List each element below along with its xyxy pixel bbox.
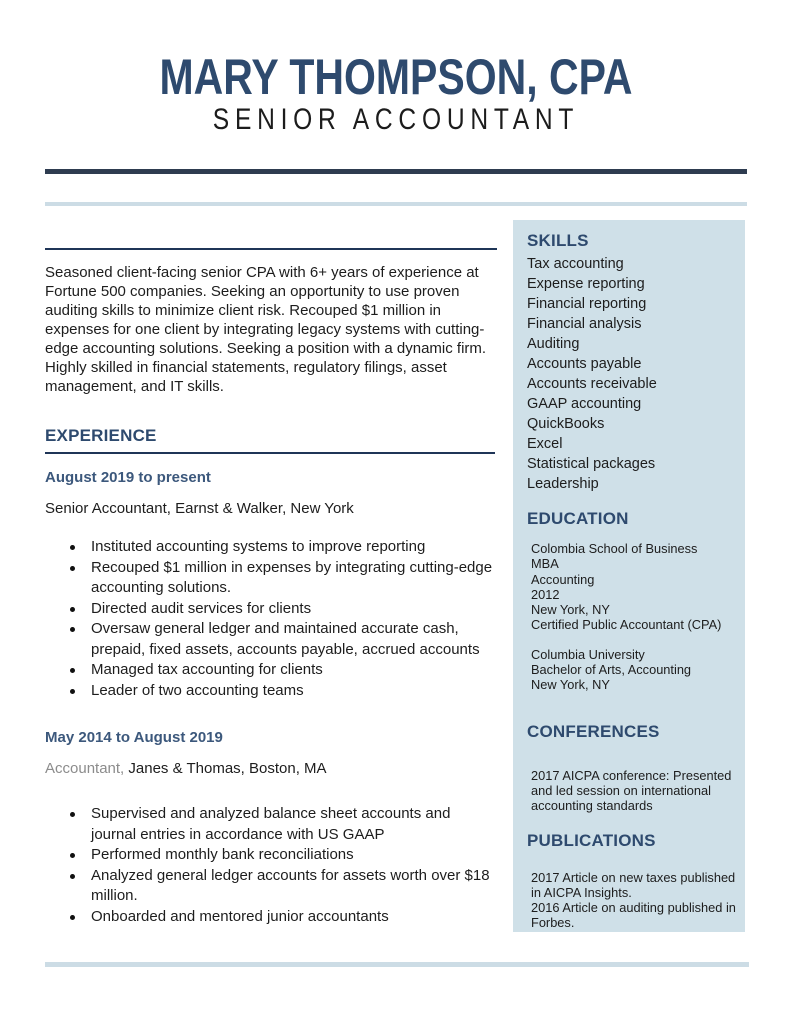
sidebar <box>513 220 745 932</box>
job-entry <box>45 728 495 927</box>
bullet-item: Performed monthly bank reconciliations <box>45 845 495 866</box>
education-line: 2012 <box>531 586 560 602</box>
bullet-item: Managed tax accounting for clients <box>45 660 495 681</box>
bullet-item: Supervised and analyzed balance sheet accounts and journal entries in accordance with US GAAP <box>45 804 495 845</box>
experience-heading: EXPERIENCE <box>45 426 495 454</box>
bullet-item: Onboarded and mentored junior accountants <box>45 907 495 928</box>
job-title <box>45 499 495 518</box>
skill-item: Tax accounting <box>527 256 624 272</box>
job-title <box>45 759 495 778</box>
skill-item: Accounts payable <box>527 356 642 372</box>
bullet-item: Recouped $1 million in expenses by integrating cutting-edge accounting solutions. <box>45 558 495 599</box>
education-line: New York, NY <box>531 677 610 693</box>
education-entry <box>527 647 739 693</box>
education-line: New York, NY <box>531 602 610 618</box>
job-dates: August 2019 to present <box>45 469 211 486</box>
publications-heading: PUBLICATIONS <box>527 830 656 850</box>
skills-list <box>527 254 739 494</box>
job-role: Senior Accountant, <box>45 500 171 517</box>
job-headline: SENIOR ACCOUNTANT <box>212 103 580 136</box>
education-line: Colombia School of Business <box>531 541 698 556</box>
skill-item: GAAP accounting <box>527 396 642 412</box>
skill-item: Leadership <box>527 476 599 492</box>
education-line: MBA <box>531 556 559 572</box>
skill-item: Auditing <box>527 336 580 352</box>
job-role: Accountant, <box>45 760 125 777</box>
bullet-item: Oversaw general ledger and maintained accurate cash, prepaid, fixed assets, accounts payable, accrued accounts <box>45 619 495 660</box>
bullet-item: Directed audit services for clients <box>45 599 495 620</box>
footer-rule <box>45 962 749 967</box>
bullet-item: Analyzed general ledger accounts for assets worth over $18 million. <box>45 866 495 907</box>
education-line: Columbia University <box>531 646 645 662</box>
bullet-item: Leader of two accounting teams <box>45 681 495 702</box>
experience-section <box>45 426 495 927</box>
job-dates: May 2014 to August 2019 <box>45 729 223 746</box>
conference-item: 2017 AICPA conference: Presented and led session on international accounting standards <box>531 767 732 814</box>
publications-list <box>527 870 739 931</box>
summary-top-rule <box>45 248 497 250</box>
person-name: MARY THOMPSON, CPA <box>159 49 633 105</box>
header-rule-light <box>45 202 747 206</box>
education-line: Certified Public Accountant (CPA) <box>531 617 722 633</box>
education-line: Accounting <box>531 571 595 587</box>
education-heading: EDUCATION <box>527 509 629 528</box>
header-rule-dark <box>45 169 747 174</box>
skill-item: QuickBooks <box>527 416 605 432</box>
summary-section <box>45 248 497 396</box>
job-company: Earnst & Walker, New York <box>175 500 354 517</box>
bullet-item: Instituted accounting systems to improve reporting <box>45 537 495 558</box>
skill-item: Financial reporting <box>527 296 647 312</box>
job-company: Janes & Thomas, Boston, MA <box>128 760 327 777</box>
skill-item: Excel <box>527 436 563 452</box>
bullet-list <box>45 804 495 927</box>
publication-item: 2017 Article on new taxes published in AICPA Insights. <box>531 869 736 900</box>
skill-item: Expense reporting <box>527 276 645 292</box>
skill-item: Accounts receivable <box>527 376 657 392</box>
education-line: Bachelor of Arts, Accounting <box>531 662 692 678</box>
skill-item: Financial analysis <box>527 316 642 332</box>
bullet-list <box>45 537 495 701</box>
publication-item: 2016 Article on auditing published in Forbes. <box>531 900 736 931</box>
summary-text: Seasoned client-facing senior CPA with 6+ years of experience at Fortune 500 companies. Seeking an opportunity to use proven auditing skills to minimize client risk. Recouped $1 million in expenses for one client by integrating legacy systems with cutting-edge accounting solutions. Seeking a position with a dynamic firm. Highly skilled in financial statements, regulatory filings, asset management, and IT skills. <box>45 264 487 395</box>
education-entry <box>527 541 739 633</box>
conferences-heading: CONFERENCES <box>527 721 660 741</box>
skills-heading: SKILLS <box>527 231 589 250</box>
job-entry <box>45 468 495 701</box>
skill-item: Statistical packages <box>527 456 656 472</box>
